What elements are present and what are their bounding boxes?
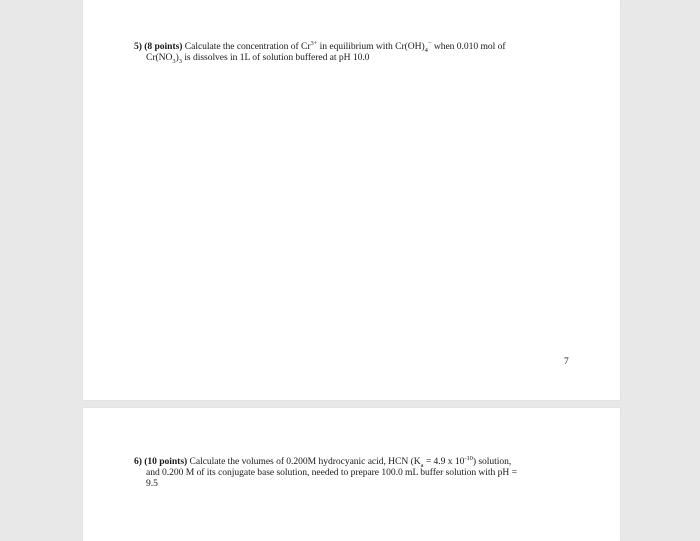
question-6-text-b: = 4.9 x 10 bbox=[423, 456, 465, 467]
document-page-2 bbox=[83, 408, 620, 541]
question-6 bbox=[134, 456, 562, 489]
question-5-line-1 bbox=[134, 41, 564, 52]
question-5-number: 5) bbox=[134, 41, 142, 52]
question-5-points: (8 points) bbox=[144, 41, 183, 52]
question-6-exponent: -10 bbox=[464, 454, 473, 462]
question-5-text-d: Cr(NO bbox=[146, 52, 173, 63]
page-number: 7 bbox=[564, 357, 569, 367]
question-5-cr-charge: 3+ bbox=[310, 39, 318, 47]
question-6-line-3: 9.5 bbox=[146, 478, 158, 489]
question-5-text-b: in equilibrium with Cr(OH) bbox=[317, 41, 425, 52]
question-6-line-2: and 0.200 M of its conjugate base solution, needed to prepare 100.0 mL buffer solution with pH = bbox=[146, 467, 517, 478]
question-5-oh-charge: − bbox=[427, 39, 432, 47]
question-5-text-a: Calculate the concentration of Cr bbox=[182, 41, 311, 52]
question-5-oh-subscript: 4 bbox=[424, 46, 428, 54]
question-6-line-1 bbox=[134, 456, 562, 467]
question-5-text-e: ) bbox=[175, 52, 179, 63]
question-5-text-c: when 0.010 mol of bbox=[431, 41, 506, 52]
question-5-no3-subscript: 3 bbox=[172, 57, 176, 65]
question-6-ka-subscript: a bbox=[420, 461, 424, 469]
question-5-count-subscript: 3 bbox=[178, 57, 182, 65]
question-5-line-2 bbox=[134, 52, 564, 63]
question-6-text-c: ) solution, bbox=[472, 456, 512, 467]
question-6-points: (10 points) bbox=[144, 456, 188, 467]
question-6-text-a: Calculate the volumes of 0.200M hydrocyanic acid, HCN (K bbox=[187, 456, 421, 467]
question-5-text-f: is dissolves in 1L of solution buffered at pH 10.0 bbox=[181, 52, 370, 63]
question-6-number: 6) bbox=[134, 456, 142, 467]
question-5 bbox=[134, 41, 564, 63]
document-page-1 bbox=[83, 0, 620, 400]
